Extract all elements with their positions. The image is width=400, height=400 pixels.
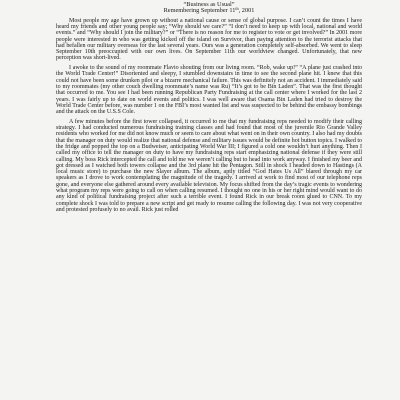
document-title: “Business as Usual” [183,1,235,8]
document-subtitle [56,8,362,14]
subtitle-ordinal: th [235,6,239,12]
paragraph-1: Most people my age have grown up without a national cause or sense of global purpose. I can’t count the times I have heard my friends and other young people say; “Why should we care?” “I don’t need to keep up with local, national and world events.” and “Why should I join the military?” or “There is no reason for me to register to vote or get involved?” In 2001 more people were interested in who was getting kicked off the island on Survivor, than paying attention to the terrorist attacks that had befallen our military overseas for the last several years. Ours was a generation completely self-absorbed. We went to sleep September 10th preoccupied with our own lives. On September 11th our worldview changed. Unfortunately, that new perception was short-lived. [56,17,362,62]
subtitle-text: Remembering September 11 [163,7,236,15]
paragraph-3: A few minutes before the first tower collapsed, it occurred to me that my fundraising reps needed to modify their calling strategy. I had conducted numerous fundraising training classes and had found that most of the juvenile Rio Grande Valley residents who worked for me did not know much or seem to care about what went on in their own country. I also had my doubts that the manager on duty would realize that national defense and military issues would be definite hot button topics. I walked to the fridge and popped the top on a Budweiser, anticipating World War III; I figured a cold one wouldn’t hurt anything. Then I called my office to tell the manager on duty to have my fundraising reps start emphasizing national defense if they were still calling. My boss Rick intercepted the call and told me we weren’t calling but to head into work anyway. I finished my beer and got dressed as I watched both towers collapse and the 3rd plane hit the Pentagon. Still in shock I headed down to Hastings (A local music store) to purchase the new Slayer album. The album, aptly titled “God Hates Us All” blared through my car speakers as I drove to work contemplating the magnitude of the tragedy. I arrived at work to find most of our telephone reps gone, and everyone else gathered around every available television. My focus shifted from the day’s tragic events to wondering what program my reps were going to call on when calling resumed. I thought no one in his or her right mind would want to do any kind of political fundraising project after such a terrible event. I found Rick in our break room glued to CNN. To my complete shock I was told to prepare a new script and get ready to resume calling the following day. I was not very cooperative and protested profusely to no avail. Rick just rolled [56,118,362,214]
paragraph-2: I awoke to the sound of my roommate Flavio shouting from our living room. “Rob, wake up!” “A plane just crashed into the World Trade Center!” Disoriented and sleepy, I stumbled downstairs in time to see the second plane hit. I knew that this could not have been some drunken pilot or a bizarre mechanical failure. This was definitely not an accident. I immediately said to my roommates (my other couch dwelling roommate’s name was Ru) “It’s got to be Bin Laden”. That was the first thought that occurred to me. You see I had been running Republican Party Fundraising at the call center where I worked for the last 2 years. I was fairly up to date on world events and politics. I was well aware that Osama Bin Laden had tried to destroy the World Trade Center before, was number 1 on the FBI’s most wanted list and was suspected to be behind the embassy bombings and the attack on the U.S.S Cole. [56,64,362,116]
subtitle-year: , 2001 [238,7,255,15]
